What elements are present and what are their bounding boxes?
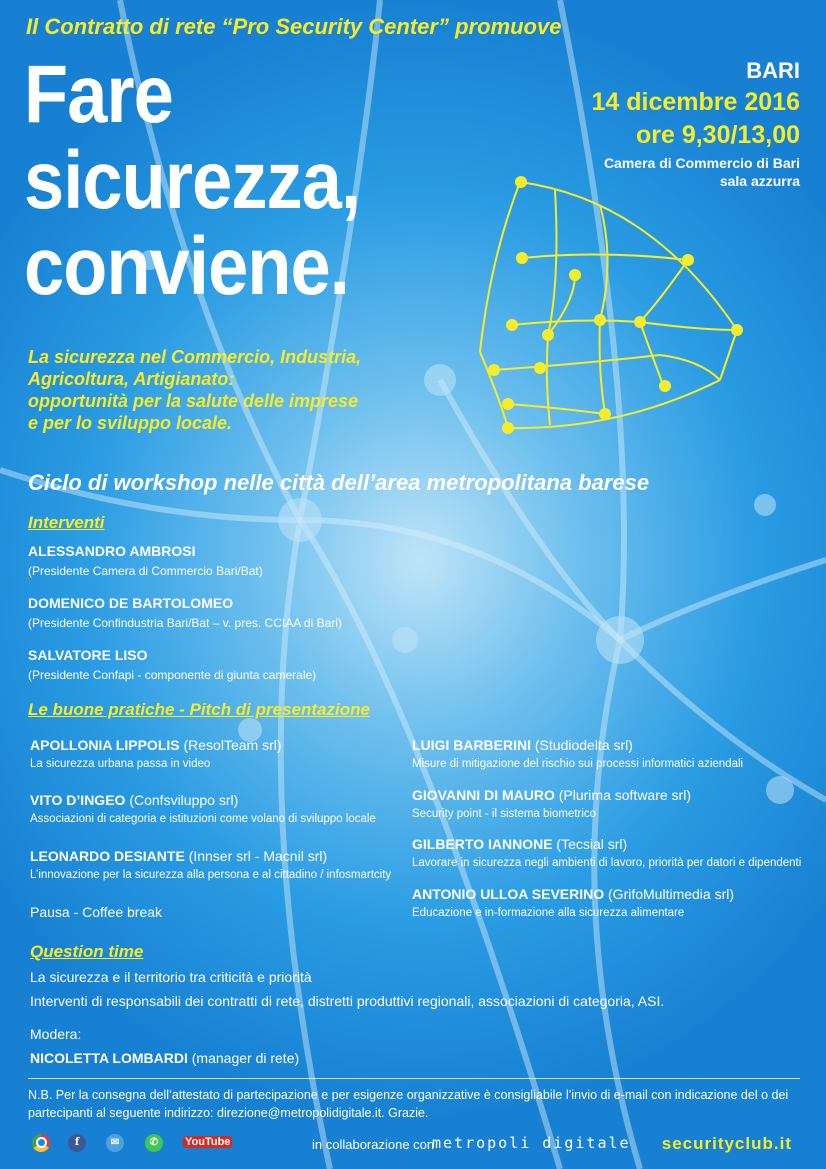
globe-node <box>488 364 500 376</box>
event-date: 14 dicembre 2016 <box>591 88 800 116</box>
pitch-desc: Associazioni di categoria e istituzioni come volano di sviluppo locale <box>30 813 376 825</box>
subtitle-line: e per lo sviluppo locale. <box>28 413 233 433</box>
moderator <box>30 1050 299 1066</box>
pitch-item <box>30 737 420 770</box>
globe-node <box>502 398 514 410</box>
speaker <box>28 595 342 630</box>
pitch-name: VITO D’INGEO <box>30 792 126 808</box>
pitch-org: (Innser srl - Macnil srl) <box>188 848 328 864</box>
event-city: BARI <box>746 58 800 83</box>
whatsapp-icon[interactable]: ✆ <box>145 1134 163 1152</box>
speaker-role: (Presidente Camera di Commercio Bari/Bat) <box>28 564 263 578</box>
pitch-desc: La sicurezza urbana passa in video <box>30 758 211 770</box>
youtube-icon[interactable] <box>183 1136 232 1148</box>
moderator-role: (manager di rete) <box>191 1050 300 1066</box>
pitch-desc: Educazione e in-formazione alla sicurezza alimentare <box>412 907 685 919</box>
pitch-item <box>30 792 420 825</box>
subtitle-line: opportunità per la salute delle imprese <box>28 391 359 411</box>
globe-node <box>731 324 743 336</box>
pitch-name: LUIGI BARBERINI <box>412 737 531 753</box>
subtitle <box>28 346 361 434</box>
coffee-break: Pausa - Coffee break <box>30 904 163 920</box>
promoter-line: Il Contratto di rete “Pro Security Center” promuove <box>26 14 562 39</box>
moderator-label: Modera: <box>30 1026 82 1042</box>
interventi-heading: Interventi <box>28 513 105 532</box>
speaker <box>28 543 263 578</box>
globe-node <box>516 252 528 264</box>
question-time-line: Interventi di responsabili dei contratti di rete, distretti produttivi regionali, associazioni di categoria, ASI. <box>30 993 665 1009</box>
pitch-item <box>412 787 802 820</box>
globe-node <box>502 422 514 434</box>
pitch-desc: Misure di mitigazione del rischio sui processi informatici aziendali <box>412 758 744 770</box>
globe-node <box>599 408 611 420</box>
collaboration-label: in collaborazione con <box>312 1137 435 1152</box>
speaker-role: (Presidente Confapi - componente di giunta camerale) <box>28 668 317 682</box>
globe-node <box>534 362 546 374</box>
title-line: conviene. <box>24 221 349 312</box>
pitch-name: APOLLONIA LIPPOLIS <box>30 737 180 753</box>
pitch-name: ANTONIO ULLOA SEVERINO <box>412 886 605 902</box>
title-line: Fare <box>24 49 173 140</box>
pratiche-heading: Le buone pratiche - Pitch di presentazione <box>28 700 370 719</box>
speaker <box>28 647 316 682</box>
subtitle-line: La sicurezza nel Commercio, Industria, <box>28 347 362 367</box>
pitch-item <box>412 836 802 869</box>
speaker-name: DOMENICO DE BARTOLOMEO <box>28 595 234 611</box>
pitch-item <box>30 848 420 881</box>
pitch-name: LEONARDO DESIANTE <box>30 848 185 864</box>
facebook-icon[interactable]: f <box>68 1134 86 1152</box>
pitch-name: GILBERTO IANNONE <box>412 836 553 852</box>
footer-divider <box>28 1078 800 1079</box>
pitch-desc: L’innovazione per la sicurezza alla persona e al cittadino / infosmartcity <box>30 869 392 881</box>
pitch-item <box>412 737 802 770</box>
question-time-heading: Question time <box>30 942 144 961</box>
subtitle-line: Agricoltura, Artigianato: <box>28 369 235 389</box>
footer-note: N.B. Per la consegna dell’attestato di partecipazione e per esigenze organizzative è consigliabile l’invio di e-mail con indicazione del o dei partecipanti al seguente indirizzo: direzione@metropolidigitale.it. Grazie. <box>28 1088 789 1120</box>
pitch-org: (Confsviluppo srl) <box>129 792 239 808</box>
pitch-desc: Lavorare in sicurezza negli ambienti di lavoro, priorità per datori e dipendenti <box>412 857 802 869</box>
globe-node <box>659 380 671 392</box>
speaker-name: ALESSANDRO AMBROSI <box>28 543 196 559</box>
email-icon[interactable]: ✉ <box>106 1134 124 1152</box>
pitch-desc: Security point - il sistema biometrico <box>412 808 597 820</box>
pitch-org: (Plurima software srl) <box>558 787 691 803</box>
pitch-org: (Tecsial srl) <box>556 836 628 852</box>
pitch-org: (ResolTeam srl) <box>183 737 282 753</box>
globe-node <box>682 254 694 266</box>
title-line: sicurezza, <box>24 135 361 226</box>
globe-node <box>634 316 646 328</box>
workshop-cycle: Ciclo di workshop nelle città dell’area metropolitana barese <box>28 470 650 495</box>
youtube-label: YouTube <box>185 1136 231 1148</box>
globe-node <box>569 269 581 281</box>
metropoli-digitale-logo: metropoli digitale <box>432 1134 631 1152</box>
globe-node <box>515 176 527 188</box>
pitch-name: GIOVANNI DI MAURO <box>412 787 555 803</box>
main-title <box>24 49 361 312</box>
pitch-org: (GrifoMultimedia srl) <box>608 886 735 902</box>
event-time: ore 9,30/13,00 <box>635 121 800 149</box>
chrome-icon[interactable] <box>32 1134 50 1152</box>
globe-node <box>542 329 554 341</box>
question-time-line: La sicurezza e il territorio tra criticità e priorità <box>30 969 312 985</box>
speaker-name: SALVATORE LISO <box>28 647 148 663</box>
globe-node <box>594 314 606 326</box>
pitch-item <box>412 886 802 919</box>
event-room: sala azzurra <box>719 173 800 189</box>
pitch-org: (Studiodelta srl) <box>534 737 633 753</box>
event-venue: Camera di Commercio di Bari <box>603 155 800 171</box>
globe-node <box>506 319 518 331</box>
website-link[interactable]: securityclub.it <box>661 1134 792 1153</box>
speaker-role: (Presidente Confindustria Bari/Bat – v. pres. CCIAA di Bari) <box>28 616 342 630</box>
moderator-name: NICOLETTA LOMBARDI <box>30 1050 188 1066</box>
